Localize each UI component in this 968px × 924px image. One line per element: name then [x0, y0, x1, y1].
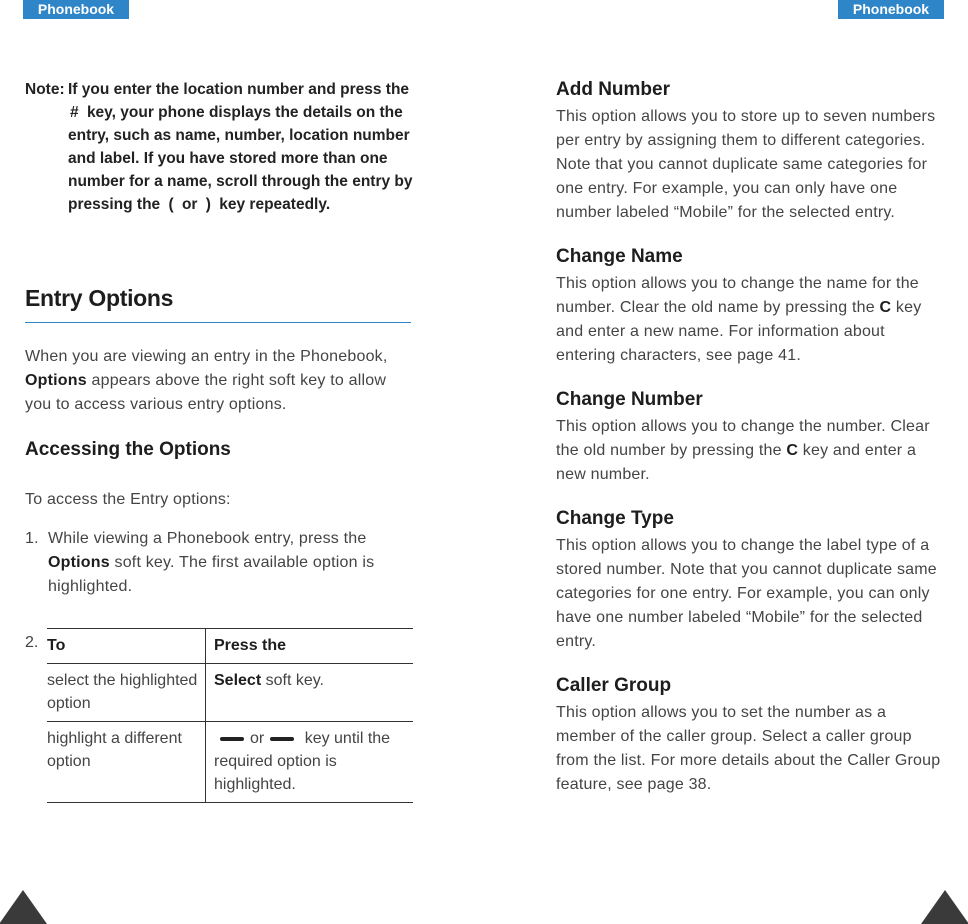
title-divider: [25, 322, 411, 323]
section-tab-left: Phonebook: [23, 0, 129, 19]
step-1-options-bold: Options: [48, 554, 110, 571]
note-text-1: If you enter the location number and press the: [68, 81, 410, 98]
hash-key-icon: #: [70, 104, 79, 121]
row2-to: highlight a different option: [47, 722, 206, 803]
change-number-text-2: key and enter a new number.: [556, 442, 917, 483]
change-type-title: Change Type: [556, 508, 674, 529]
intro-text-1: When you are viewing an entry in the Phonebook,: [25, 348, 388, 365]
row2-press: [206, 722, 414, 803]
add-number-title: Add Number: [556, 79, 670, 100]
step-1-text-b: soft key. The first available option is highlighted.: [48, 554, 375, 595]
row1-press: [206, 664, 414, 722]
add-number-text: This option allows you to store up to seven numbers per entry by assigning them to different categories. Note that you cannot duplicate same categories for one entry. For example, you can only have one number labeled “Mobile” for the selected entry.: [556, 108, 936, 221]
table-header-to: To: [47, 629, 206, 664]
change-number-text: [556, 415, 936, 487]
change-name-title: Change Name: [556, 246, 683, 267]
step-1-number: 1.: [25, 530, 39, 547]
c-key-icon: C: [786, 442, 799, 459]
note-label: Note:: [25, 81, 65, 98]
c-key-icon: C: [879, 299, 892, 316]
change-number-title: Change Number: [556, 389, 703, 410]
accessing-lead: To access the Entry options:: [25, 491, 231, 508]
change-name-text-1: This option allows you to change the name for the number. Clear the old name by pressing the: [556, 275, 919, 316]
page-number-right: 35: [939, 871, 955, 887]
entry-options-title: Entry Options: [25, 285, 174, 311]
note-or: or: [181, 196, 198, 213]
caller-group-title: Caller Group: [556, 675, 672, 696]
right-nav-key-icon: ): [205, 196, 211, 213]
table-row: [47, 664, 413, 722]
change-name-text-2: key and enter a new name. For information about entering characters, see page 41.: [556, 299, 922, 364]
accessing-options-title: Accessing the Options: [25, 439, 231, 460]
row2-press-text: key until the required option is highlighted.: [214, 730, 391, 793]
row1-select-bold: Select: [214, 672, 262, 689]
down-key-icon: [270, 737, 294, 741]
change-number-text-1: This option allows you to change the number. Clear the old number by pressing the: [556, 418, 930, 459]
up-key-icon: [220, 737, 244, 741]
change-type-text: This option allows you to change the label type of a stored number. Note that you cannot duplicate same categories for one entry. For example, you can only have one number labeled “Mobile” for the selected entry.: [556, 537, 937, 650]
note-block: [25, 78, 415, 216]
page-number-right-marker: [921, 871, 968, 924]
intro-text-2: appears above the right soft key to allow you to access various entry options.: [25, 372, 387, 413]
table-header-press: Press the: [206, 629, 414, 664]
step-1-text-a: While viewing a Phonebook entry, press the: [48, 530, 367, 547]
entry-options-intro: [25, 345, 395, 417]
step-2-number: 2.: [25, 634, 39, 651]
table-header-row: [47, 629, 413, 664]
page-number-left-marker: [0, 871, 47, 924]
page-number-left: 34: [14, 871, 30, 887]
left-nav-key-icon: (: [168, 196, 174, 213]
section-tab-right: Phonebook: [838, 0, 944, 19]
caller-group-text: This option allows you to set the number as a member of the caller group. Select a caller group from the list. For more details about the Caller Group feature, see page 38.: [556, 704, 941, 793]
note-text-2: key, your phone displays the details on the entry, such as name, number, location number and label. If you have stored more than one number for a name, scroll through the entry by pressing the: [68, 104, 413, 213]
intro-options-bold: Options: [25, 372, 87, 389]
note-text-3: key repeatedly.: [219, 196, 331, 213]
row1-press-text: soft key.: [265, 672, 324, 689]
table-row: [47, 722, 413, 803]
change-name-text: [556, 272, 936, 368]
row1-to: select the highlighted option: [47, 664, 206, 722]
row2-or: or: [250, 730, 265, 747]
options-table: [47, 628, 413, 803]
step-1-text: [48, 527, 393, 599]
